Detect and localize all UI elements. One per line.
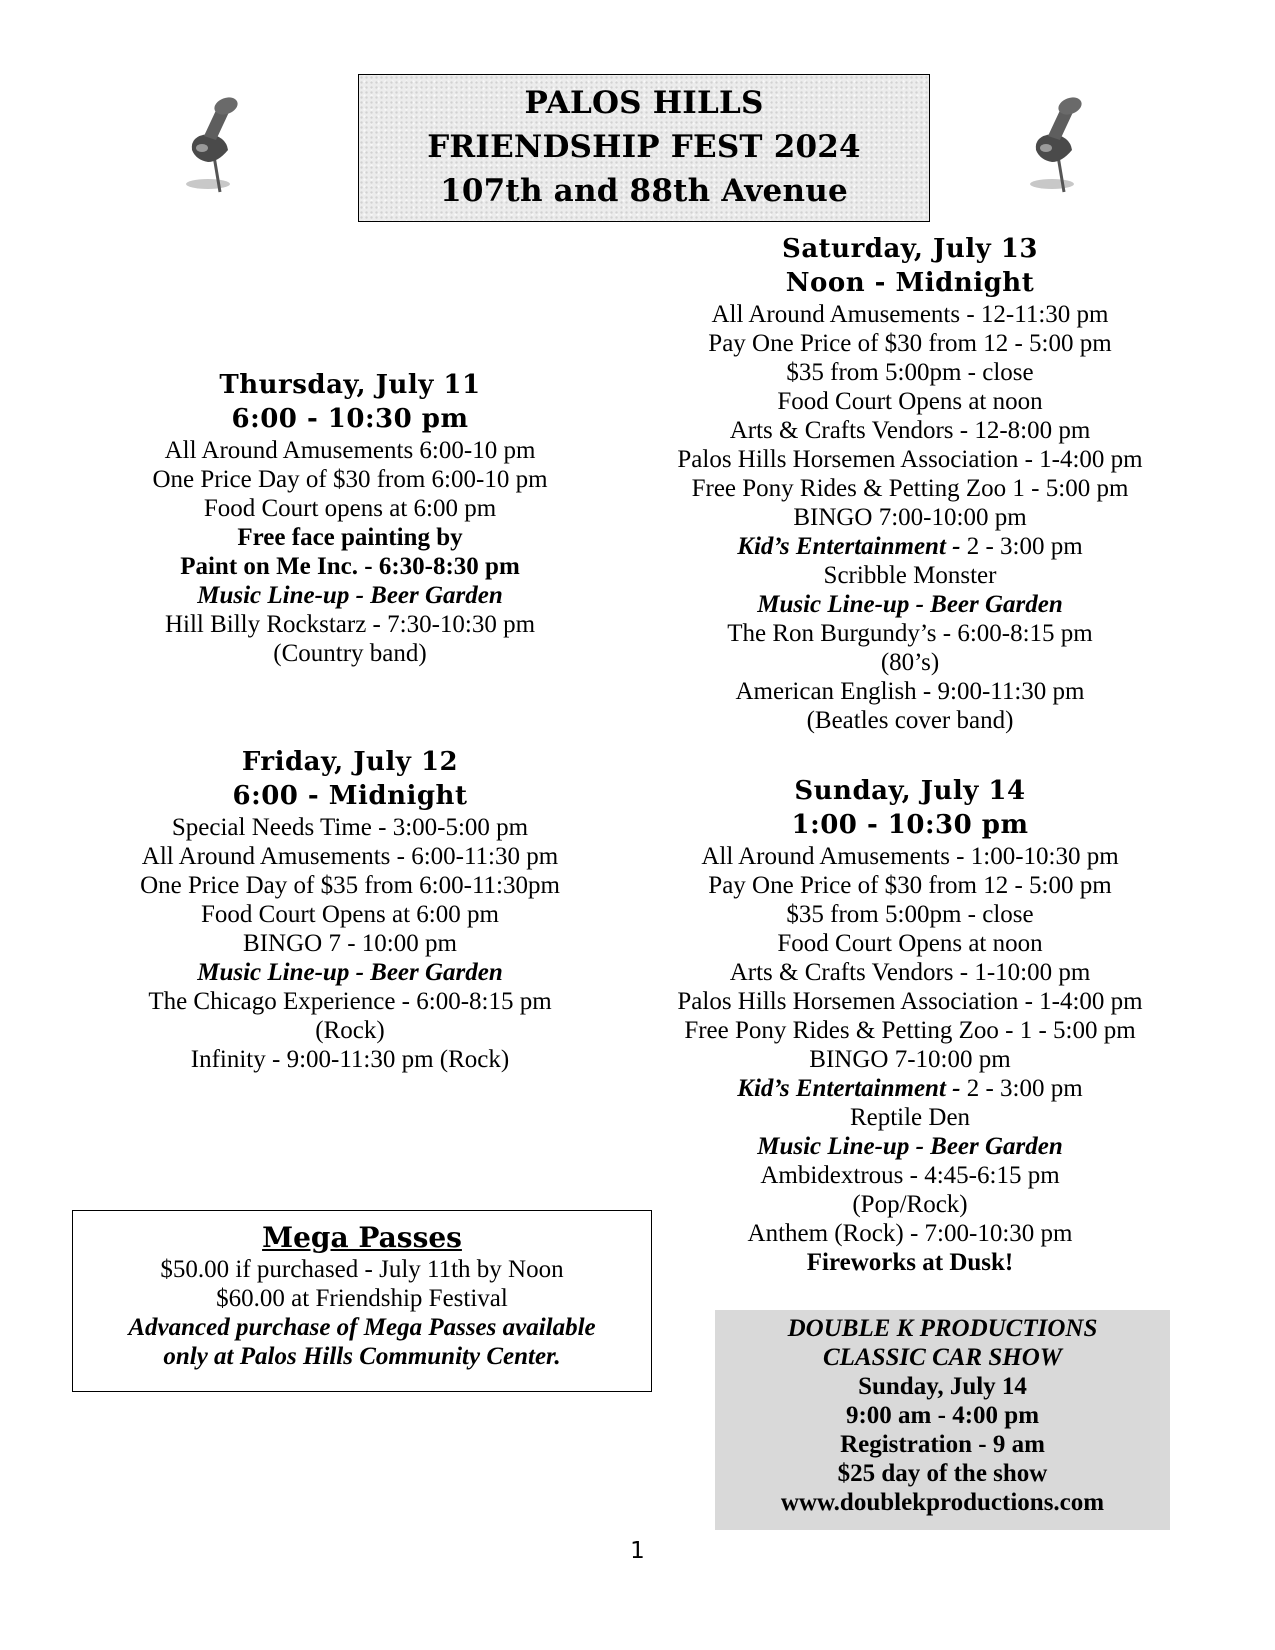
schedule-line: Pay One Price of $30 from 12 - 5:00 pm	[708, 330, 1112, 357]
schedule-line: (Pop/Rock)	[852, 1191, 968, 1218]
schedule-line: Pay One Price of $30 from 12 - 5:00 pm	[708, 872, 1112, 899]
schedule-line: All Around Amusements - 1:00-10:30 pm	[701, 843, 1119, 870]
schedule-line: Arts & Crafts Vendors - 12-8:00 pm	[729, 417, 1091, 444]
schedule-line: $35 from 5:00pm - close	[786, 901, 1034, 928]
mega-passes-note: only at Palos Hills Community Center.	[163, 1343, 561, 1370]
schedule-line: (Beatles cover band)	[806, 707, 1014, 734]
kids-entertainment-line	[630, 1074, 1190, 1103]
schedule-line: Paint on Me Inc. - 6:30-8:30 pm	[180, 553, 520, 580]
schedule-line: BINGO 7-10:00 pm	[809, 1046, 1011, 1073]
pushpin-icon	[1022, 92, 1102, 202]
music-lineup-heading: Music Line-up - Beer Garden	[757, 591, 1063, 618]
fireworks-line: Fireworks at Dusk!	[806, 1249, 1014, 1276]
schedule-line: All Around Amusements - 12-11:30 pm	[711, 301, 1109, 328]
saturday-heading: Saturday, July 13	[782, 234, 1038, 264]
schedule-line: Free face painting by	[237, 524, 463, 551]
schedule-line: (80’s)	[880, 649, 940, 676]
sunday-hours: 1:00 - 10:30 pm	[791, 810, 1029, 840]
friday-hours: 6:00 - Midnight	[232, 781, 468, 811]
schedule-line: One Price Day of $30 from 6:00-10 pm	[152, 466, 548, 493]
schedule-line: Free Pony Rides & Petting Zoo 1 - 5:00 pm	[691, 475, 1129, 502]
kids-entertainment-heading: Kid’s Entertainment -	[737, 1075, 961, 1102]
schedule-line: (Rock)	[315, 1017, 385, 1044]
schedule-line: Ambidextrous - 4:45-6:15 pm	[760, 1162, 1060, 1189]
schedule-line: Scribble Monster	[823, 562, 997, 589]
page-number: 1	[630, 1538, 645, 1564]
schedule-line: The Chicago Experience - 6:00-8:15 pm	[148, 988, 552, 1015]
saturday-schedule	[630, 232, 1190, 735]
car-show-price: $25 day of the show	[837, 1460, 1048, 1487]
schedule-line: Palos Hills Horsemen Association - 1-4:00 pm	[677, 446, 1143, 473]
music-lineup-heading: Music Line-up - Beer Garden	[197, 582, 503, 609]
friday-heading: Friday, July 12	[241, 747, 459, 777]
mega-passes-box	[72, 1210, 652, 1392]
schedule-line: Reptile Den	[849, 1104, 971, 1131]
thursday-schedule	[80, 368, 620, 668]
title-line-2: FRIENDSHIP FEST 2024	[427, 129, 861, 165]
schedule-line: All Around Amusements 6:00-10 pm	[164, 437, 536, 464]
schedule-line: (Country band)	[273, 640, 427, 667]
schedule-line: American English - 9:00-11:30 pm	[735, 678, 1085, 705]
kids-entertainment-line	[630, 532, 1190, 561]
schedule-line: $35 from 5:00pm - close	[786, 359, 1034, 386]
car-show-title: CLASSIC CAR SHOW	[823, 1344, 1062, 1371]
car-show-registration: Registration - 9 am	[840, 1431, 1045, 1458]
kids-entertainment-time: 2 - 3:00 pm	[960, 533, 1083, 560]
car-show-hours: 9:00 am - 4:00 pm	[845, 1402, 1040, 1429]
car-show-organizer: DOUBLE K PRODUCTIONS	[787, 1315, 1098, 1342]
schedule-line: Food Court opens at 6:00 pm	[203, 495, 497, 522]
sunday-heading: Sunday, July 14	[794, 776, 1026, 806]
pushpin-icon	[178, 92, 258, 202]
kids-entertainment-heading: Kid’s Entertainment -	[737, 533, 961, 560]
kids-entertainment-time: 2 - 3:00 pm	[960, 1075, 1083, 1102]
schedule-line: BINGO 7:00-10:00 pm	[793, 504, 1027, 531]
schedule-line: Food Court Opens at 6:00 pm	[201, 901, 499, 928]
schedule-line: Special Needs Time - 3:00-5:00 pm	[171, 814, 529, 841]
thursday-hours: 6:00 - 10:30 pm	[231, 404, 469, 434]
thursday-heading: Thursday, July 11	[219, 370, 481, 400]
music-lineup-heading: Music Line-up - Beer Garden	[197, 959, 503, 986]
schedule-line: All Around Amusements - 6:00-11:30 pm	[141, 843, 559, 870]
car-show-date: Sunday, July 14	[858, 1373, 1027, 1400]
mega-passes-title: Mega Passes	[262, 1221, 462, 1254]
schedule-line: Anthem (Rock) - 7:00-10:30 pm	[747, 1220, 1073, 1247]
car-show-box	[715, 1310, 1170, 1530]
schedule-line: Food Court Opens at noon	[777, 388, 1043, 415]
title-line-1: PALOS HILLS	[524, 85, 764, 121]
mega-passes-line: $50.00 if purchased - July 11th by Noon	[160, 1256, 564, 1283]
schedule-line: Arts & Crafts Vendors - 1-10:00 pm	[729, 959, 1091, 986]
mega-passes-note: Advanced purchase of Mega Passes available	[128, 1314, 596, 1341]
car-show-website: www.doublekproductions.com	[780, 1489, 1105, 1516]
schedule-line: BINGO 7 - 10:00 pm	[243, 930, 457, 957]
music-lineup-heading: Music Line-up - Beer Garden	[757, 1133, 1063, 1160]
saturday-hours: Noon - Midnight	[785, 268, 1035, 298]
schedule-line: Free Pony Rides & Petting Zoo - 1 - 5:00 pm	[684, 1017, 1136, 1044]
schedule-line: One Price Day of $35 from 6:00-11:30pm	[140, 872, 560, 899]
schedule-line: Infinity - 9:00-11:30 pm (Rock)	[190, 1046, 510, 1073]
schedule-line: Hill Billy Rockstarz - 7:30-10:30 pm	[164, 611, 536, 638]
schedule-line: The Ron Burgundy’s - 6:00-8:15 pm	[727, 620, 1093, 647]
schedule-line: Palos Hills Horsemen Association - 1-4:00 pm	[677, 988, 1143, 1015]
schedule-line: Food Court Opens at noon	[777, 930, 1043, 957]
friday-schedule	[80, 745, 620, 1074]
mega-passes-line: $60.00 at Friendship Festival	[216, 1285, 508, 1312]
title-line-3: 107th and 88th Avenue	[440, 173, 848, 209]
sunday-schedule	[630, 774, 1190, 1277]
event-title-box	[358, 74, 930, 222]
